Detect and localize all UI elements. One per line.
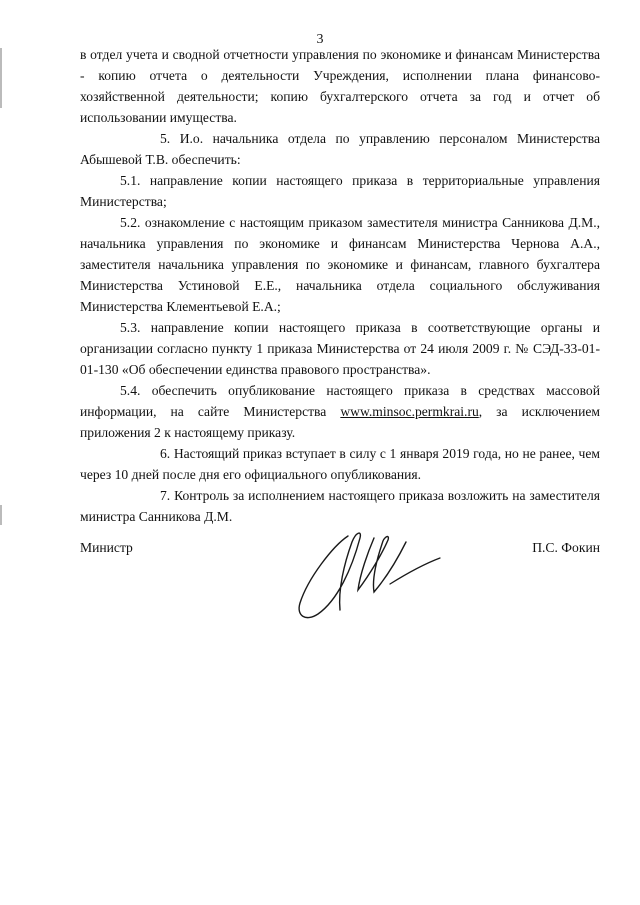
paragraph-number: 5. [160,131,171,146]
paragraph-text: ознакомление с настоящим приказом заместителя министра Санникова Д.М., начальника управления по экономике и финансам Министерства Чернова А.А., заместителя начальника управления по экономике и финансам, главного бухгалтера Министерства Устиновой Е.Е., начальника отдела социального обслуживания Министерства Клементьевой Е.А.; [80,215,600,314]
paragraph-number: 7. [160,488,171,503]
paragraph-number: 5.1. [120,173,141,188]
ministry-website-link[interactable]: www.minsoc.permkrai.ru [340,404,479,419]
paragraph-5-2 [80,212,600,317]
paragraph-text-after-link: , за исключением приложения 2 к настоящему приказу. [80,404,600,440]
paragraph-5 [80,128,600,170]
paragraph-text: Контроль за исполнением настоящего приказа возложить на заместителя министра Санникова Д.М. [80,488,600,524]
paragraph-number: 6. [160,446,171,461]
paragraph-text: Настоящий приказ вступает в силу с 1 января 2019 года, но не ранее, чем через 10 дней после дня его официального опубликования. [80,446,600,482]
paragraph-6 [80,443,600,485]
signer-name: П.С. Фокин [532,540,600,555]
paragraph-text: И.о. начальника отдела по управлению персоналом Министерства Абышевой Т.В. обеспечить: [80,131,600,167]
paragraph-5-1 [80,170,600,212]
scan-margin-mark [0,505,2,525]
paragraph-text: направление копии настоящего приказа в территориальные управления Министерства; [80,173,600,209]
paragraph-5-3 [80,317,600,380]
paragraph-text: направление копии настоящего приказа в соответствующие органы и организации согласно пункту 1 приказа Министерства от 24 июля 2009 г. № СЭД-33-01-01-130 «Об обеспечении единства правового пространства». [80,320,600,377]
paragraph-5-4 [80,380,600,443]
paragraph-number: 5.4. [120,383,141,398]
document-body [80,44,600,527]
paragraph-number: 5.2. [120,215,141,230]
signer-role: Министр [80,540,133,555]
paragraph-text: в отдел учета и сводной отчетности управления по экономике и финансам Министерства - копию отчета о деятельности Учреждения, исполнении плана финансово-хозяйственной деятельности; копию бухгалтерского отчета за год и отчет об использовании имущества. [80,47,600,125]
paragraph-number: 5.3. [120,320,141,335]
scan-margin-mark [0,48,2,108]
paragraph-text-before-link: обеспечить опубликование настоящего приказа в средствах массовой информации, на сайте Министерства [80,383,600,419]
paragraph-continuation [80,44,600,128]
page-number: 3 [316,32,324,47]
handwritten-signature [278,518,458,628]
